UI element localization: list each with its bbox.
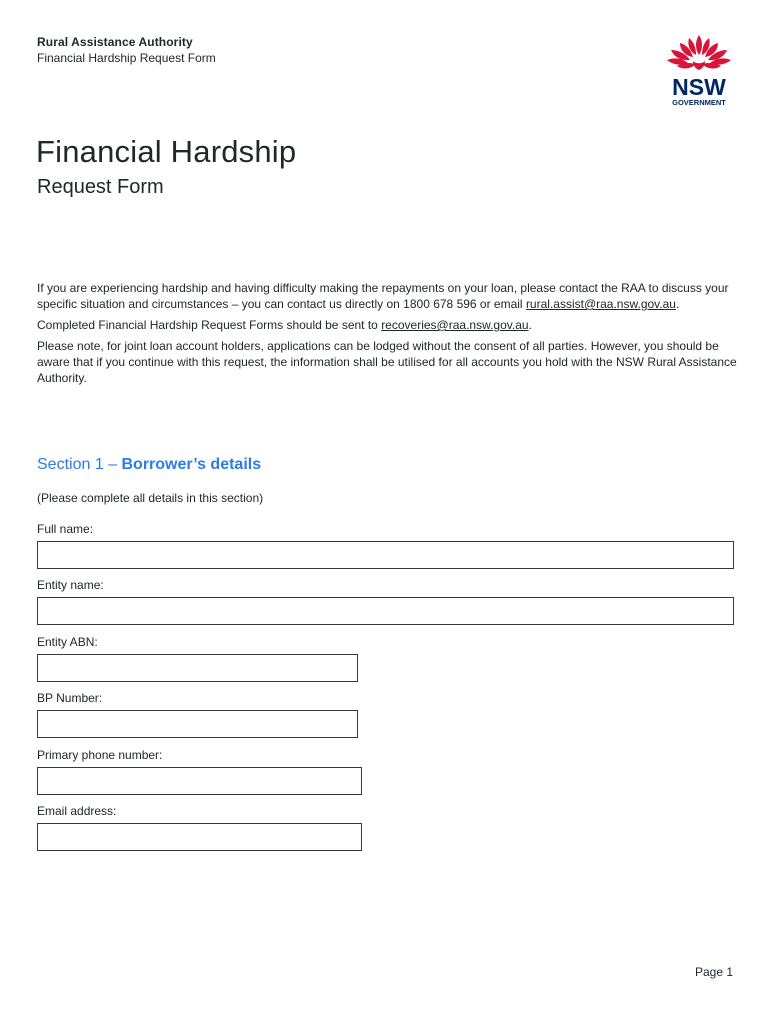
entity-name-label: Entity name: [37, 578, 104, 592]
intro-text [37, 280, 737, 391]
primary-phone-field[interactable] [37, 767, 362, 795]
bp-number-label: BP Number: [37, 691, 103, 705]
svg-text:NSW: NSW [672, 74, 726, 100]
primary-phone-label: Primary phone number: [37, 748, 163, 762]
full-name-field[interactable] [37, 541, 734, 569]
header-form-name: Financial Hardship Request Form [37, 51, 216, 65]
section-1-prefix: Section 1 – [37, 456, 122, 473]
intro-paragraph-joint-accounts: Please note, for joint loan account holders, applications can be lodged without the consent of all parties. However, you should be aware that if you continue with this request, the information shall be utilised for all accounts you hold with the NSW Rural Assistance Authority. [37, 339, 737, 385]
recoveries-email-link[interactable]: recoveries@raa.nsw.gov.au [381, 318, 529, 332]
svg-text:GOVERNMENT: GOVERNMENT [672, 98, 726, 107]
full-name-label: Full name: [37, 522, 94, 536]
nsw-government-logo [663, 33, 735, 109]
section-1-title: Borrower’s details [121, 456, 262, 473]
entity-name-field[interactable] [37, 597, 734, 625]
section-1-heading [37, 456, 261, 474]
email-address-field[interactable] [37, 823, 362, 851]
email-address-label: Email address: [37, 804, 117, 818]
intro-paragraph-submission-text: Completed Financial Hardship Request Forms should be sent to [37, 318, 382, 332]
intro-paragraph-submission-end: . [528, 318, 532, 332]
entity-abn-label: Entity ABN: [37, 635, 98, 649]
page-number: Page 1 [695, 965, 734, 979]
entity-abn-field[interactable] [37, 654, 358, 682]
section-1-note: (Please complete all details in this section) [37, 491, 264, 505]
intro-paragraph-contact-end: . [675, 297, 680, 311]
bp-number-field[interactable] [37, 710, 358, 738]
intro-paragraph-submission [37, 317, 737, 333]
waratah-flower-icon [667, 35, 731, 70]
rural-assist-email-link[interactable]: rural.assist@raa.nsw.gov.au [525, 297, 676, 311]
document-subtitle: Request Form [37, 176, 164, 198]
document-title: Financial Hardship [36, 134, 297, 169]
intro-paragraph-contact-text: If you are experiencing hardship and having difficulty making the repayments on your loan, please contact the RAA to discuss your specific situation and circumstances – you can contact us directly on 1800 678 596 or email [37, 281, 729, 311]
intro-paragraph-contact [37, 280, 737, 312]
header-organisation: Rural Assistance Authority [37, 35, 193, 49]
